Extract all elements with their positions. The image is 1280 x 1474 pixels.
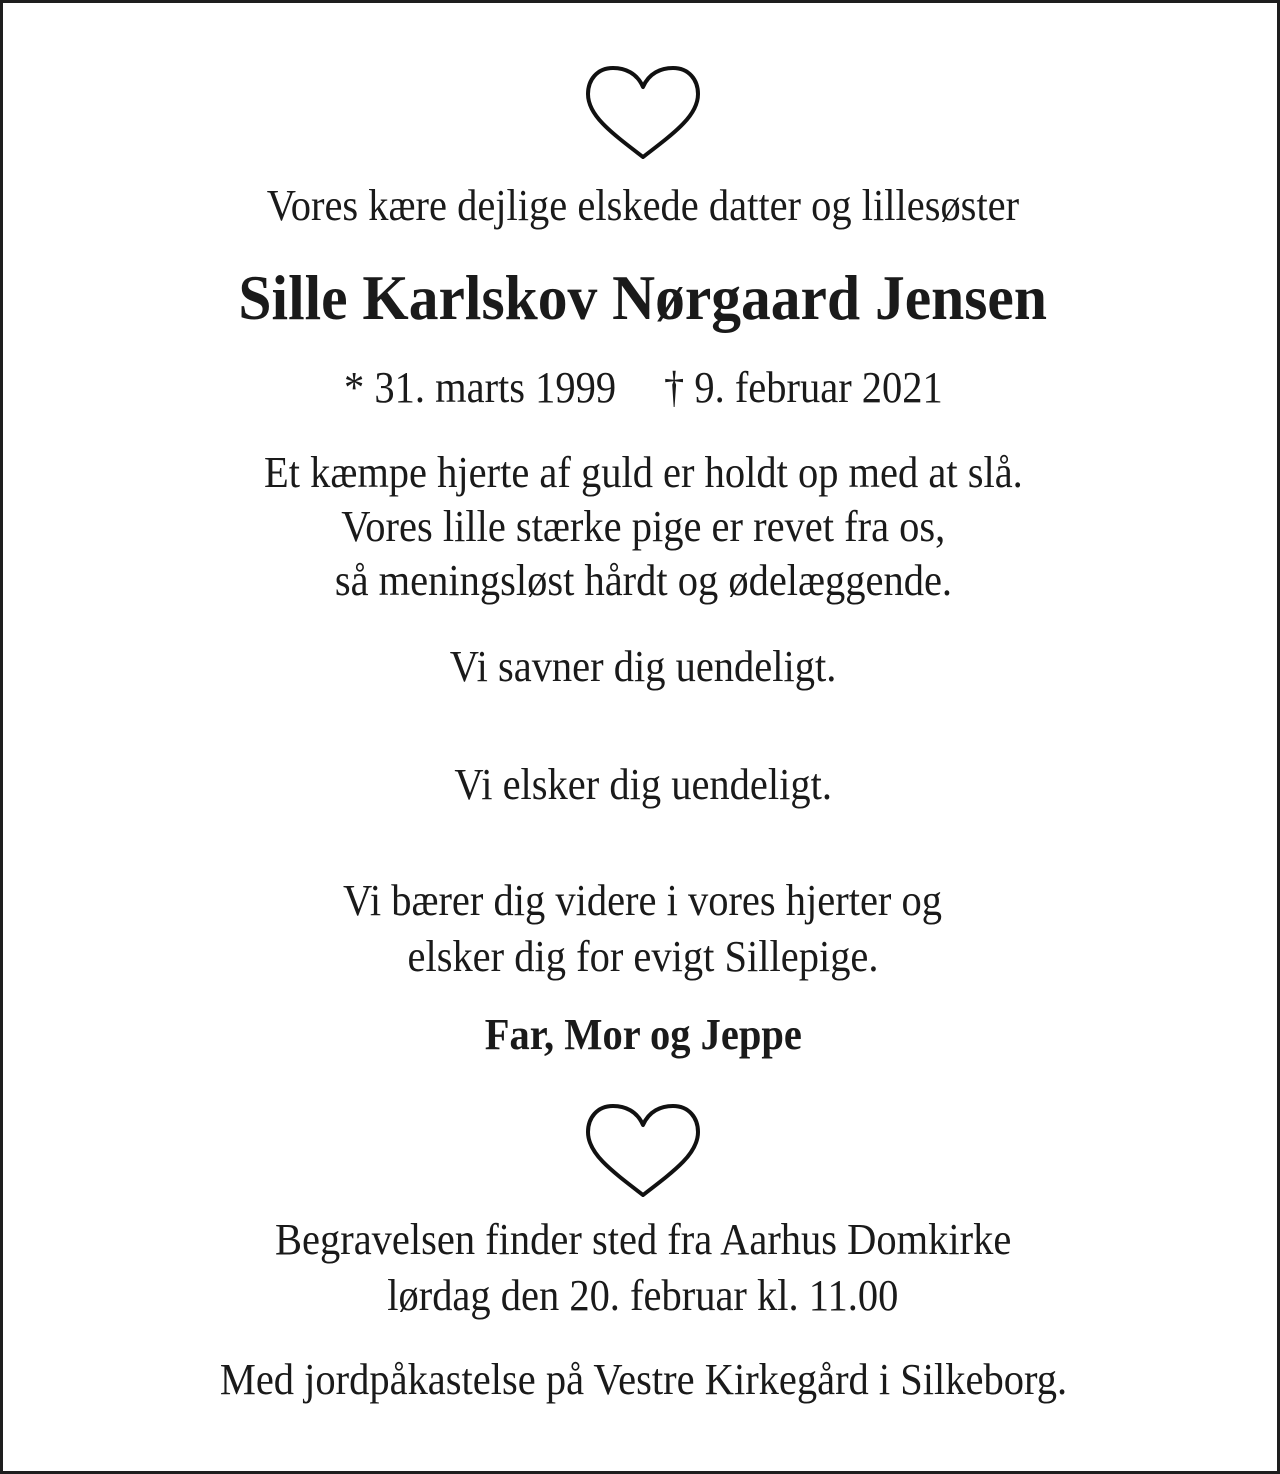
signature xyxy=(3,1008,1280,1062)
intro-label: Vores kære dejlige elskede datter og lillesøster xyxy=(266,181,1020,230)
heart-icon xyxy=(585,1103,701,1199)
deceased-name xyxy=(3,263,1280,333)
carry-line-1 xyxy=(3,874,1280,928)
life-dates xyxy=(3,361,1280,415)
missing-label: Vi savner dig uendeligt. xyxy=(449,642,837,691)
funeral-text: lørdag den 20. februar kl. 11.00 xyxy=(387,1271,899,1320)
verse-text: så meningsløst hårdt og ødelæggende. xyxy=(334,556,952,605)
birth-date: * 31. marts 1999 xyxy=(343,363,616,412)
intro-text xyxy=(3,179,1280,233)
carry-line-2 xyxy=(3,930,1280,984)
funeral-text: Begravelsen finder sted fra Aarhus Domkirke xyxy=(274,1215,1012,1264)
love-label: Vi elsker dig uendeligt. xyxy=(454,760,832,809)
love-text xyxy=(3,758,1280,812)
verse-line-3 xyxy=(3,554,1280,608)
carry-text: elsker dig for evigt Sillepige. xyxy=(407,932,879,981)
signature-label: Far, Mor og Jeppe xyxy=(484,1010,802,1059)
burial-text xyxy=(3,1353,1280,1407)
carry-text: Vi bærer dig videre i vores hjerter og xyxy=(343,876,943,925)
verse-text: Et kæmpe hjerte af guld er holdt op med at slå. xyxy=(263,448,1023,497)
funeral-line-2 xyxy=(3,1269,1280,1323)
name-label: Sille Karlskov Nørgaard Jensen xyxy=(238,262,1048,333)
funeral-line-1 xyxy=(3,1213,1280,1267)
death-date: † 9. februar 2021 xyxy=(663,363,943,412)
verse-line-2 xyxy=(3,500,1280,554)
dates-row xyxy=(344,361,943,415)
verse-text: Vores lille stærke pige er revet fra os, xyxy=(340,502,946,551)
verse-line-1 xyxy=(3,446,1280,500)
burial-label: Med jordpåkastelse på Vestre Kirkegård i Silkeborg. xyxy=(219,1355,1067,1404)
missing-text xyxy=(3,640,1280,694)
heart-icon xyxy=(585,65,701,161)
